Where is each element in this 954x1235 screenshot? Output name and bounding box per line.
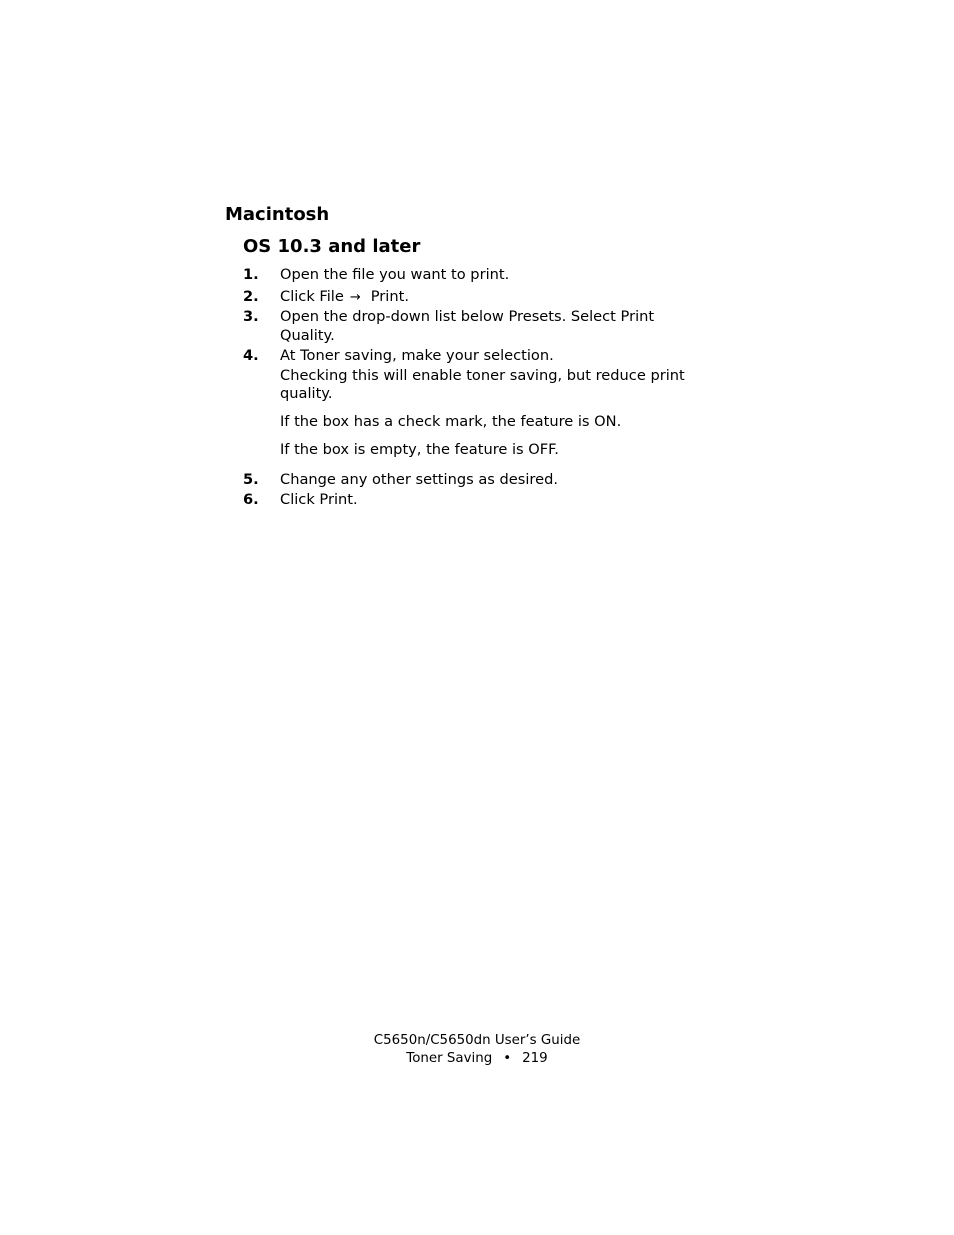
footer-section: Toner Saving	[406, 1051, 493, 1066]
step-text-part: Click File	[280, 288, 344, 305]
section-heading: Macintosh	[225, 204, 330, 225]
note-check-off: If the box is empty, the feature is OFF.	[280, 441, 559, 458]
step-2	[243, 287, 723, 306]
subsection-heading: OS 10.3 and later	[243, 236, 421, 257]
note-checking	[280, 367, 723, 403]
step-number: 1.	[243, 266, 259, 283]
note-check-on: If the box has a check mark, the feature is ON.	[280, 413, 622, 430]
note-line: quality.	[280, 385, 333, 402]
step-text: Click Print.	[280, 491, 358, 508]
arrow-right-icon: →	[349, 290, 361, 305]
page-number: 219	[522, 1051, 548, 1066]
step-text: Open the file you want to print.	[280, 266, 510, 283]
footer-page-info	[0, 1050, 954, 1068]
step-number: 6.	[243, 491, 259, 508]
step-number: 5.	[243, 471, 259, 488]
bullet-icon: •	[503, 1051, 512, 1066]
step-number: 3.	[243, 308, 259, 325]
step-5	[243, 470, 723, 489]
step-number: 2.	[243, 288, 259, 305]
step-text: Change any other settings as desired.	[280, 471, 558, 488]
step-text	[280, 287, 723, 307]
step-number: 4.	[243, 347, 259, 364]
step-text-part: Print.	[370, 288, 409, 305]
step-text: At Toner saving, make your selection.	[280, 347, 554, 364]
step-6	[243, 490, 723, 509]
note-line: Checking this will enable toner saving, but reduce print	[280, 367, 685, 384]
step-4	[243, 346, 723, 365]
step-1	[243, 265, 723, 284]
step-3	[243, 307, 723, 345]
footer-guide-title: C5650n/C5650dn User’s Guide	[373, 1033, 581, 1048]
step-text-line: Quality.	[280, 327, 335, 344]
step-text-line: Open the drop-down list below Presets. Select Print	[280, 308, 655, 325]
step-text	[280, 307, 723, 345]
